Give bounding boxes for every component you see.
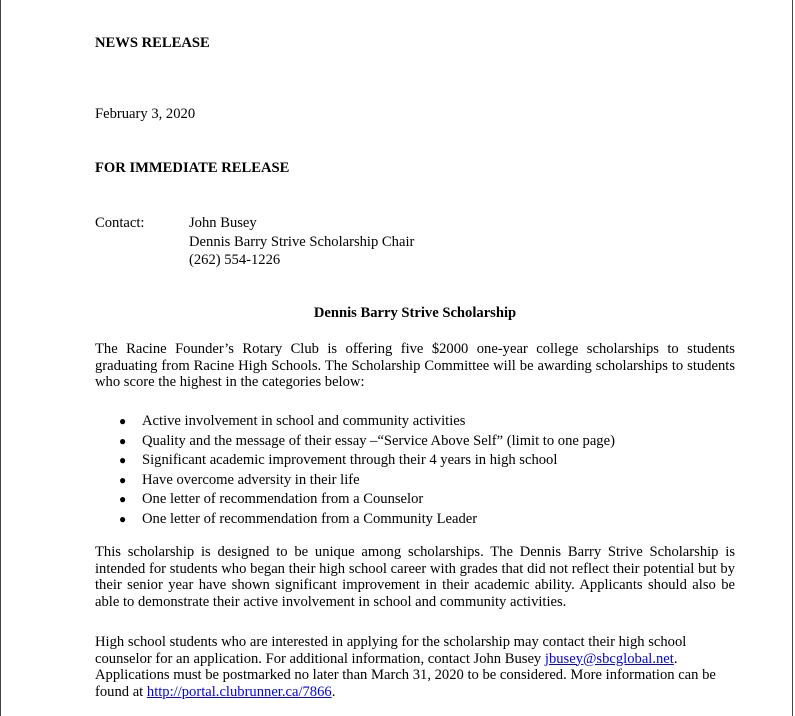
bullet-icon: ●: [119, 472, 127, 487]
criteria-list: [95, 412, 615, 529]
list-item: ● One letter of recommendation from a Counselor: [95, 490, 615, 510]
news-release-label: NEWS RELEASE: [95, 35, 210, 51]
bullet-icon: ●: [119, 433, 127, 448]
release-date: February 3, 2020: [95, 106, 196, 122]
bullet-icon: ●: [119, 453, 127, 467]
list-item: ● Quality and the message of their essay –“Service Above Self” (limit to one page): [95, 432, 615, 452]
bullet-icon: ●: [119, 414, 127, 428]
contact-role: Dennis Barry Strive Scholarship Chair: [189, 233, 415, 250]
list-item: ● Have overcome adversity in their life: [95, 471, 615, 491]
description-paragraph: This scholarship is designed to be unique among scholarships. The Dennis Barry Strive Scholarship is intended for students who began their high school career with grades that did not reflect their potential but by their senior year have shown significant improvement in their academic ability. Applicants should also be able to demonstrate their active involvement in school and community activities.: [95, 544, 735, 610]
list-item: ● Significant academic improvement through their 4 years in high school: [95, 451, 615, 471]
list-item: ● Active involvement in school and community activities: [95, 412, 615, 432]
document-title: Dennis Barry Strive Scholarship: [313, 305, 517, 321]
immediate-release-label: FOR IMMEDIATE RELEASE: [95, 160, 290, 176]
bullet-icon: ●: [119, 492, 127, 506]
apply-paragraph: [95, 634, 735, 700]
contact-name: John Busey: [189, 215, 257, 231]
portal-link[interactable]: http://portal.clubrunner.ca/7866: [146, 683, 332, 700]
contact-details: [189, 214, 414, 270]
intro-paragraph: The Racine Founder’s Rotary Club is offering five $2000 one-year college scholarships to students graduating from Racine High Schools. The Scholarship Committee will be awarding scholarships to students who score the highest in the categories below:: [95, 341, 735, 391]
apply-text-3: .: [331, 683, 336, 700]
apply-text-2: . Applications must be postmarked no later than March 31, 2020 to be considered. More information can be found at: [95, 650, 716, 700]
apply-text-1: High school students who are interested in applying for the scholarship may contact their high school counselor for an application. For additional information, contact John Busey: [95, 634, 687, 667]
contact-phone: (262) 554-1226: [189, 252, 281, 268]
bullet-icon: ●: [119, 511, 127, 526]
contact-label: Contact:: [95, 215, 145, 231]
list-item: ● One letter of recommendation from a Community Leader: [95, 510, 615, 530]
email-link[interactable]: jbusey@sbcglobal.net: [544, 650, 674, 667]
